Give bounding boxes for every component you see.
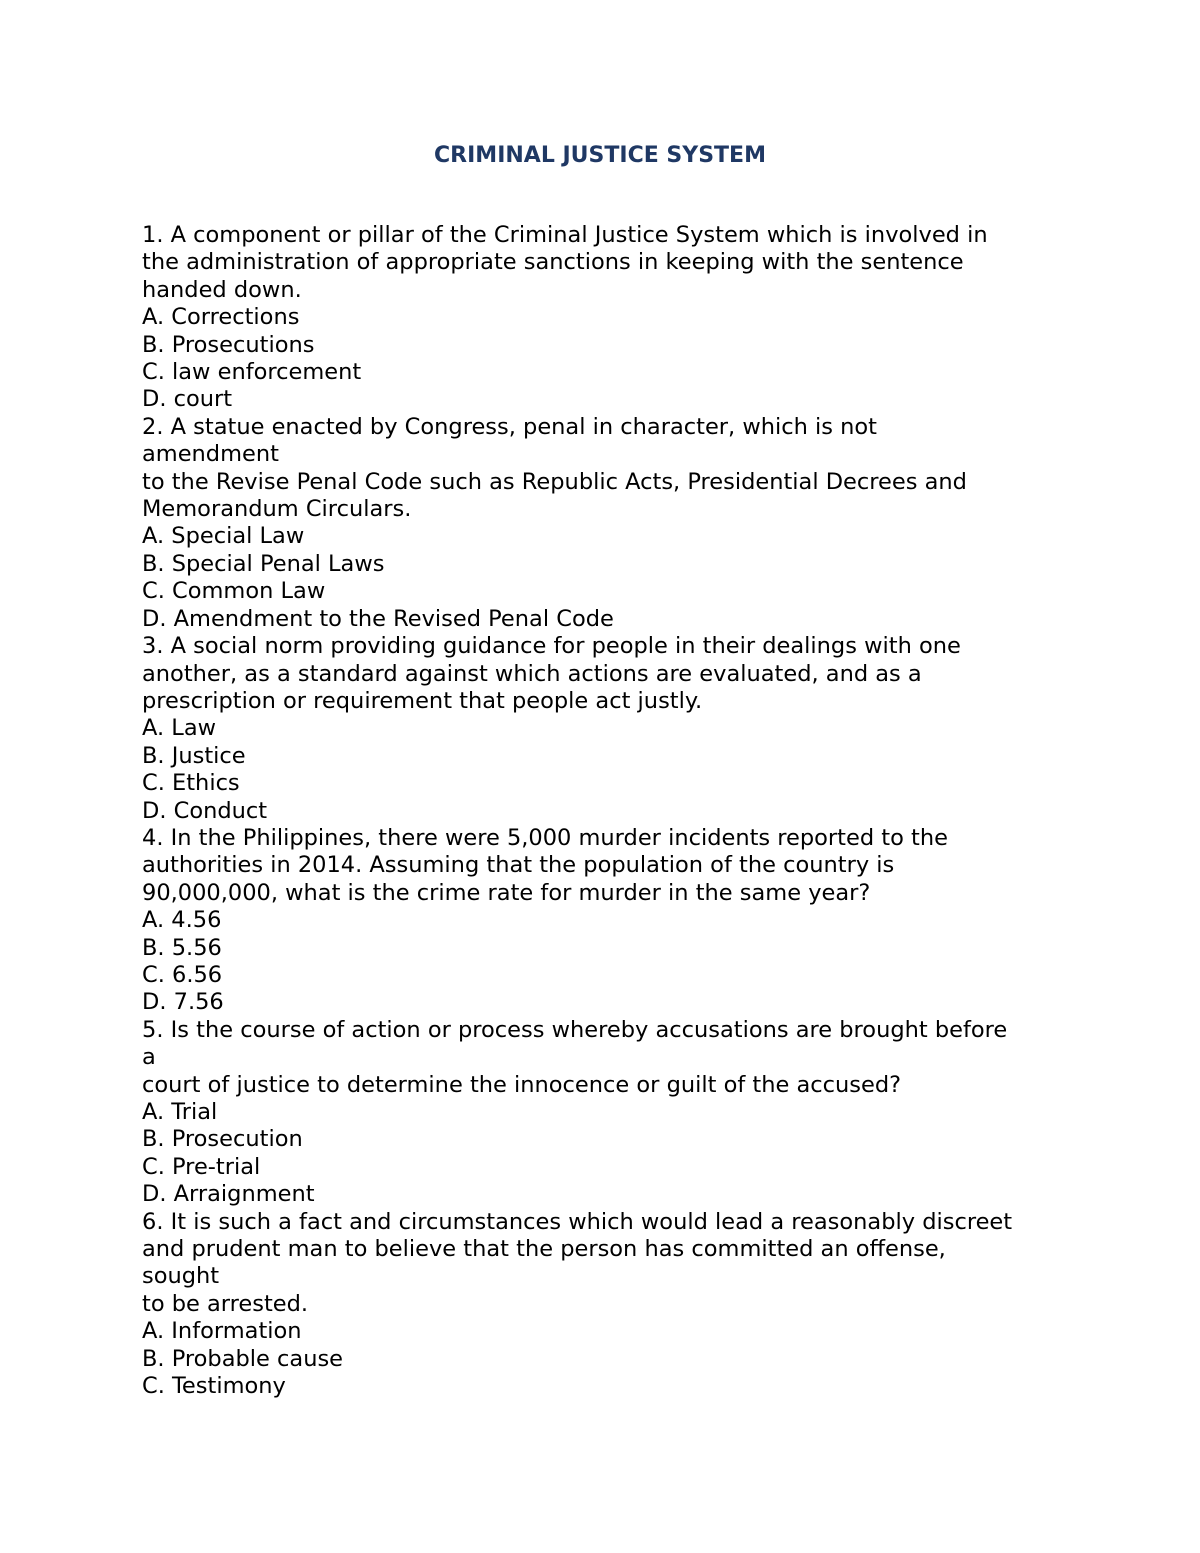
text-line: a: [142, 1044, 156, 1071]
text-line: C. Ethics: [142, 770, 240, 797]
text-line: 1. A component or pillar of the Criminal Justice System which is involved in: [142, 222, 988, 248]
text-line: A. Corrections: [142, 304, 300, 331]
document-body: [142, 222, 1102, 1400]
text-line: the administration of appropriate sanctions in keeping with the sentence: [142, 249, 964, 276]
text-line: C. 6.56: [142, 961, 223, 988]
text-line: sought: [142, 1263, 220, 1290]
text-line: court of justice to determine the innocence or guilt of the accused?: [142, 1071, 902, 1098]
text-line: to be arrested.: [142, 1290, 309, 1317]
text-line: handed down.: [142, 276, 302, 303]
text-line: B. Special Penal Laws: [142, 550, 385, 577]
text-line: 6. It is such a fact and circumstances which would lead a reasonably discreet: [142, 1208, 1013, 1235]
text-line: D. 7.56: [142, 989, 224, 1016]
text-line: B. Prosecution: [142, 1126, 303, 1153]
text-line: authorities in 2014. Assuming that the population of the country is: [142, 852, 895, 879]
text-line: D. court: [142, 386, 233, 413]
text-line: D. Amendment to the Revised Penal Code: [142, 605, 614, 632]
text-line: A. Law: [142, 715, 217, 742]
text-line: 4. In the Philippines, there were 5,000 murder incidents reported to the: [142, 824, 948, 851]
text-line: C. Testimony: [142, 1373, 286, 1400]
text-line: A. Trial: [142, 1099, 218, 1125]
text-line: C. Common Law: [142, 578, 326, 605]
text-line: 3. A social norm providing guidance for people in their dealings with one: [142, 633, 961, 660]
text-line: D. Arraignment: [142, 1181, 315, 1208]
text-line: another, as a standard against which actions are evaluated, and as a: [142, 660, 922, 687]
text-line: 2. A statue enacted by Congress, penal in character, which is not: [142, 413, 878, 440]
page-title: CRIMINAL JUSTICE SYSTEM: [434, 143, 766, 168]
text-line: B. 5.56: [142, 934, 222, 961]
text-line: 5. Is the course of action or process whereby accusations are brought before: [142, 1016, 1008, 1043]
text-line: Memorandum Circulars.: [142, 496, 412, 523]
text-line: C. law enforcement: [142, 359, 362, 386]
text-line: C. Pre-trial: [142, 1153, 261, 1180]
text-line: A. Information: [142, 1318, 302, 1345]
text-line: A. 4.56: [142, 907, 222, 934]
text-line: to the Revise Penal Code such as Republic Acts, Presidential Decrees and: [142, 468, 967, 495]
text-line: B. Prosecutions: [142, 331, 315, 358]
text-line: 90,000,000, what is the crime rate for murder in the same year?: [142, 879, 871, 906]
text-line: B. Justice: [142, 742, 246, 769]
text-line: A. Special Law: [142, 523, 305, 550]
text-line: and prudent man to believe that the person has committed an offense,: [142, 1236, 946, 1263]
text-line: D. Conduct: [142, 797, 268, 824]
text-line: amendment: [142, 441, 279, 468]
text-line: prescription or requirement that people act justly.: [142, 687, 703, 714]
text-line: B. Probable cause: [142, 1345, 344, 1372]
